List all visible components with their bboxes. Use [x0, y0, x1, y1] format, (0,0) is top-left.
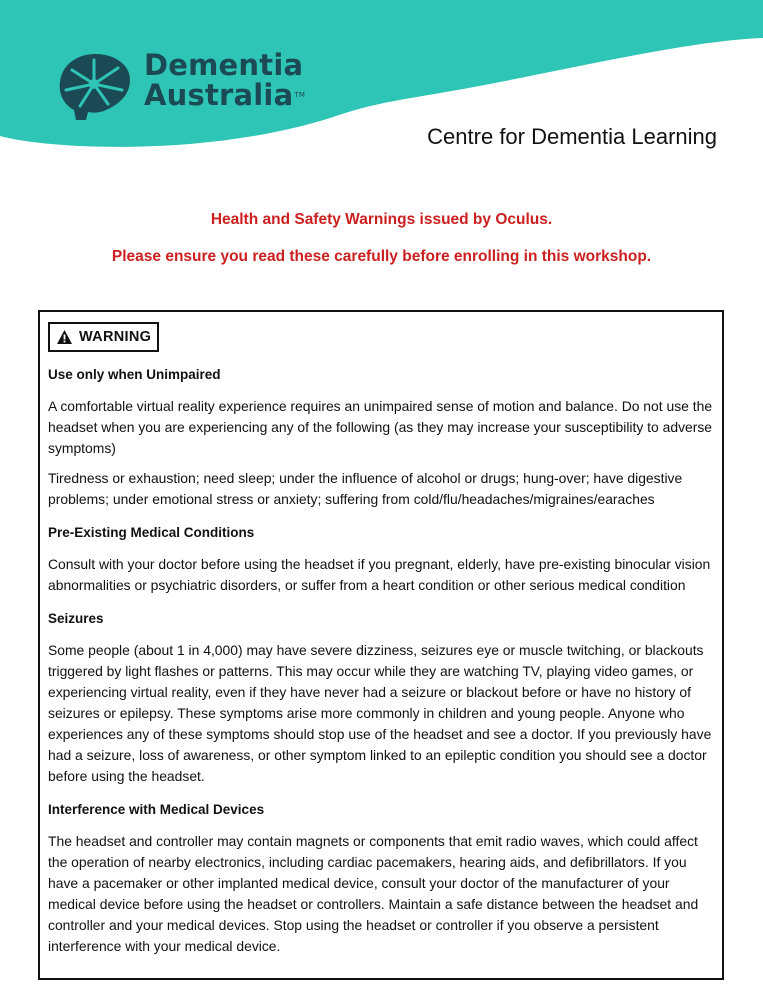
- centre-title: Centre for Dementia Learning: [427, 124, 717, 149]
- section-heading-seizures: Seizures: [48, 611, 104, 626]
- logo-line-2: Australia: [144, 78, 294, 112]
- section-paragraph: A comfortable virtual reality experience requires an unimpaired sense of motion and balance. Do not use the headset when you are experiencing any of the following (as they may increase your susceptibility to adverse symptoms): [48, 398, 713, 456]
- section-paragraph: Consult with your doctor before using the headset if you pregnant, elderly, have pre-existing binocular vision abnormalities or psychiatric disorders, or suffer from a heart condition or other serious medical condition: [48, 556, 711, 593]
- section-heading-unimpaired: Use only when Unimpaired: [48, 367, 221, 382]
- section-paragraph: Some people (about 1 in 4,000) may have severe dizziness, seizures eye or muscle twitching, or blackouts triggered by light flashes or patterns. This may occur while they are watching TV, playing video games, or experiencing virtual reality, even if they have never had a seizure or blackout before or have no history of seizures or epilepsy. These symptoms arise more commonly in children and young people. Anyone who experiences any of these symptoms should stop use of the headset and see a doctor. If you previously have had a seizure, loss of awareness, or other symptom linked to an epileptic condition you should see a doctor before using the headset.: [48, 642, 712, 784]
- section-heading-medical-conditions: Pre-Existing Medical Conditions: [48, 525, 255, 540]
- brain-logo-icon: [56, 50, 134, 122]
- warning-box: [38, 310, 724, 980]
- logo-trademark: TM: [294, 91, 306, 99]
- warning-badge-label: WARNING: [79, 329, 152, 345]
- notice-line-2: Please ensure you read these carefully before enrolling in this workshop.: [111, 248, 652, 265]
- logo-line-1: Dementia: [144, 48, 304, 82]
- section-paragraph: The headset and controller may contain magnets or components that emit radio waves, which could affect the operation of nearby electronics, including cardiac pacemakers, hearing aids, and defibrillators. If you have a pacemaker or other implanted medical device, consult your doctor of the manufacturer of your medical device before using the headset or controllers. Maintain a safe distance between the headset and controller and your medical devices. Stop using the headset or controller if you observe a persistent interference with your medical device.: [48, 833, 699, 954]
- warning-triangle-icon: [56, 329, 73, 345]
- section-heading-medical-devices: Interference with Medical Devices: [48, 802, 265, 817]
- logo-wordmark: [144, 50, 305, 110]
- notice-line-1: Health and Safety Warnings issued by Oculus.: [210, 211, 553, 228]
- warning-badge: [48, 322, 159, 352]
- section-paragraph: Tiredness or exhaustion; need sleep; under the influence of alcohol or drugs; hung-over; have digestive problems; under emotional stress or anxiety; suffering from cold/flu/headaches/migraines/earaches: [48, 470, 683, 507]
- dementia-australia-logo: [56, 46, 356, 126]
